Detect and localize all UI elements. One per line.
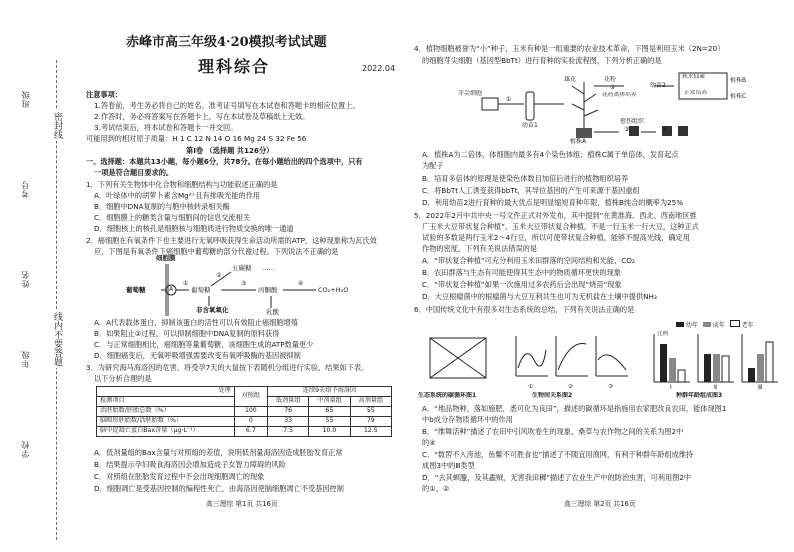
step-4: ④ [662, 126, 668, 133]
fig3-axis-label: 比例 [657, 331, 669, 337]
bar-i-juvenile [660, 344, 667, 382]
carbon-cycle-figure [424, 334, 494, 382]
q6-option: 的④ [422, 438, 436, 447]
pot-shape [576, 128, 592, 138]
plant-b-label: 植株B [730, 77, 747, 84]
legend-adult: 成年 [712, 322, 725, 329]
fig3-caption: 种群年龄组成图3 [676, 392, 723, 399]
exam-date: 2022.04 [362, 64, 396, 73]
lactate-label: 乳酸 [266, 308, 279, 316]
page-2 [414, 0, 789, 552]
q1-stem: 1．下列有关生物体中化合物和细胞结构与功能叙述正确的是 [86, 180, 278, 189]
table-cell: 连续9天给予海洛因 [267, 387, 391, 397]
anther-culture-label: 花药离体培养 [602, 92, 637, 98]
notice-item: 3.考试结束后，将本试卷和答题卡一并交回。 [94, 123, 238, 132]
q6-option: D．“去其螟螣，及其蟊贼，无害我田穉”描述了农业生产中的防治虫害，可利用图2中 [422, 473, 692, 482]
apex-label: 芽尖细胞 [458, 90, 483, 97]
step-2: ② [216, 272, 222, 279]
binding-margin [0, 0, 70, 552]
q4-option: B．培育多倍体的原理是使染色体数目加倍后进行的植物组织培养 [422, 174, 629, 183]
table-cell: 6.7 [234, 427, 267, 437]
membrane-label: 细胞膜 [156, 254, 176, 262]
q5-option: C．“带状复合种植”如果一次施用过多农药后会出现“烧苗”现象 [422, 280, 622, 289]
curve-2 [558, 344, 586, 370]
seedling2-label: 幼苗2 [650, 82, 666, 89]
subject-title: 理科综合 [198, 57, 271, 76]
pyruvate-label: 丙酮酸 [258, 286, 278, 294]
table-cell: 检测项目 [97, 397, 235, 407]
id-label: 考号 [21, 180, 30, 198]
table-cell: 10.0 [309, 427, 350, 437]
table-cell: 79 [350, 417, 391, 427]
curve-3 [598, 355, 626, 370]
q6-option: B．“维舞活种”描述了农田中引风吹卷生的现象，桑草与农作物之间的关系为图2中 [422, 427, 684, 436]
fig2-label-3: ③ [608, 384, 614, 390]
q2-option: C．与正常细胞相比，癌细胞等量葡萄糖，该细胞生成的ATP数量更少 [94, 340, 314, 349]
q4-option: C．将BbTt人工诱变获得bbTt，其导位基因的产生可来源于基因重组 [422, 186, 640, 195]
name-label: 姓名 [21, 270, 30, 288]
step-1: ① [506, 96, 512, 103]
q3-option: D．细胞凋亡是受基因控制的编程性死亡，由海洛因使脑细胞凋亡不受基因控制 [94, 484, 344, 493]
table-row [97, 427, 392, 437]
seal-note: 线内不要答题 [52, 312, 62, 366]
atomic-masses: 可能用到的相对原子质量：H 1 C 12 N 14 O 16 Mg 24 S 32 Fe 56 [86, 134, 307, 143]
q1-option: D．细胞核上的核孔是细胞核与细胞质进行物质交换的唯一通道 [94, 224, 294, 233]
glucose-inside: 葡萄糖 [191, 286, 211, 294]
dots: …… [262, 264, 275, 272]
q2-stem: 应，下图是有氧条件下癌细胞中葡萄糖的部分代谢过程。下列说法不正确的是 [94, 247, 339, 256]
table-cell: 55 [309, 417, 350, 427]
q2-option: D．细胞癌变后，无氧呼吸增强需要改变有氧呼吸酶的基因被抑制 [94, 351, 301, 360]
age-structure-figure [650, 330, 784, 390]
q4-stem: 的细胞芽尖细胞（基因型BbTt）进行育种的实验流程图，下列分析正确的是 [422, 56, 662, 65]
seal-label: 密封线 [52, 112, 62, 139]
fig1-caption: 生态系统的碳循环图1 [418, 392, 477, 399]
pollen-label: 花粉 [604, 76, 617, 83]
legend [676, 320, 754, 330]
q6-option: 中b成分存物质循环中的作用 [422, 415, 513, 424]
q2-stem: 2．癌细胞在有氧条件下也主要进行无氧呼吸获得生命活动所需的ATP，这种现象称为瓦氏效 [86, 236, 377, 245]
q6-option: 成图3中的Ⅲ类型 [422, 461, 475, 470]
bar-i-elderly [678, 370, 685, 382]
plant-a-label: 植株A [570, 138, 587, 145]
grade-label: 年级 [21, 350, 30, 368]
seedling1-label: 幼苗1 [522, 122, 538, 129]
legend-juvenile: 幼年 [685, 322, 698, 329]
page-footer-left: 高三理综 第1页 共16页 [206, 500, 278, 508]
q5-option: B．农田群落与生态有可能使得其生态中的物质循环更快的现象 [422, 268, 621, 277]
q5-stem: 5．2022年2月中共中央一号文件正式对外发布，其中提到“在黄淮海、西北、西南地区推 [414, 211, 697, 220]
q6-option: A．“地品物种，落如施肥，悉可化为良田”，描述的碳循环是指施用农家肥改良农田，能体现图1 [422, 404, 727, 413]
flask-1 [629, 126, 639, 136]
bar-ii-adult [713, 354, 720, 382]
table-cell: 处理 [97, 387, 235, 397]
relationship-figure [512, 330, 632, 384]
table-cell: 中剂量组 [309, 397, 350, 407]
step-3: ③ [624, 126, 630, 133]
normal-culture-label: 正常培养 [684, 90, 708, 96]
table-cell: 33 [267, 417, 308, 427]
flask-3 [678, 126, 688, 136]
curve-1 [518, 350, 546, 368]
table-cell: 对照组 [234, 387, 267, 407]
fig2-label-2: ② [568, 384, 574, 390]
q3-stem: 3．为研究海马海洛因的危害，将受孕7天的大鼠按下表随机分组进行实验，结果如下表。 [86, 363, 369, 372]
section-intro: 一、选择题：本题共13小题，每小题6分，共78分。在每小题给出的四个选项中，只有 [86, 157, 363, 166]
q3-stem: 以下分析合理的是 [94, 374, 152, 383]
seed-shape [482, 98, 498, 110]
q5-stem: 广玉米大豆带状复合种植”。玉米大豆带状复合种植，不是一行玉米一行大豆，这种正式 [422, 222, 699, 231]
corn-plant-icon [572, 82, 598, 128]
table-cell: 100 [234, 407, 267, 417]
q3-table [96, 386, 392, 437]
table-cell: 0 [234, 417, 267, 427]
q5-option: A．“带状复合种植”可充分利用玉米田群落的空间结构和光能、CO₂ [422, 256, 635, 265]
table-cell: 活胚胎数/胚胎总数（%） [97, 407, 235, 417]
bar-ii-elderly [722, 356, 729, 382]
q6-option: C．“数罟不入洿池，鱼鳖不可胜食也”描述了不随宜用渔网，有利于种群年龄组成维持 [422, 450, 694, 459]
table-cell: 低剂量组 [267, 397, 308, 407]
step-2: ② [610, 84, 616, 91]
table-cell: 12.5 [350, 427, 391, 437]
bar-i-adult [669, 358, 676, 382]
glucose-outside: 葡萄糖 [126, 286, 146, 294]
page-footer-right: 高三理综 第2页 共16页 [564, 500, 636, 508]
q4-option: D．利用幼苗2进行育种的最大优点是明显缩短育种年限，植株B纯合的概率为25% [422, 198, 684, 207]
table-cell: 55 [350, 407, 391, 417]
notice-heading: 注意事项： [86, 90, 122, 99]
co2-water-label: CO₂+H₂O [318, 286, 349, 294]
fig2-caption: 生物间关系图2 [532, 392, 573, 399]
table-cell: 76 [267, 407, 308, 417]
class-label: 班级 [21, 90, 30, 108]
table-row [97, 387, 392, 397]
bar-iii-adult [757, 354, 764, 382]
table-row [97, 417, 392, 427]
q3-option: B．结果提示孕妇吸食海洛因会增加造成子女智力障碍的风险 [94, 460, 286, 469]
table-cell: 65 [309, 407, 350, 417]
q4-option: 为配子 [422, 161, 444, 170]
fig3-group-1: Ⅰ [670, 384, 672, 391]
tube-shape [526, 92, 534, 120]
q1-option: C．细胞膜上的糖类含量与细胞间的信息交流相关 [94, 213, 250, 222]
q5-stem: 试验的多数是两行玉米2～4行豆，所以可使带状复合种植，能够不提高光线，确定用 [422, 233, 690, 242]
axis-2 [556, 336, 588, 376]
bar-ii-juvenile [704, 354, 711, 382]
q1-option: B．细胞中DNA复制的与胞中核转录相关酶 [94, 202, 230, 211]
q6-stem: 6．中国传统文化中有很多对生态系统的总结，下列有关说法正确的是 [414, 305, 635, 314]
pentose-label: 五碳糖 [232, 264, 252, 272]
notice-item: 1.答卷前，考生务必将自己的姓名、准考证号填写在本试卷和答题卡的相应位置上。 [94, 101, 360, 110]
bar-iii-elderly [766, 342, 773, 382]
q3-option: A．低剂量组的Bax含量与对照组的差值，说明低剂量海洛因造成胚胎发育正常 [94, 448, 343, 457]
q4-stem: 4．植物细胞被誉为“小”种子，玉米有种是一组重要的农业技术革命，下图是利用玉米（2N=20） [414, 44, 725, 53]
callus-label: 愈伤组织 [620, 118, 645, 125]
fig3-group-2: Ⅱ [714, 384, 717, 391]
q5-option: D．大豆根瘤菌中的根瘤菌与大豆互利共生也可为无机盐在土壤中提供NH₃ [422, 292, 657, 301]
plant-c-label: 植株C [730, 93, 747, 100]
q5-stem: 作物的密度，下列有关说法错误的是 [422, 244, 538, 253]
legend-elderly: 老年 [741, 322, 754, 329]
flower-label: 雄花 [564, 76, 577, 83]
section-intro: 一项是符合题目要求的。 [94, 168, 174, 177]
table-row [97, 407, 392, 417]
table-cell: 7.5 [267, 427, 308, 437]
q1-option: A．叶绿体中的胡萝卜素含Mg²⁺且有排吸光能的作用 [94, 191, 261, 200]
section-title: 第Ⅰ卷 （选择题 共126分） [186, 146, 274, 155]
fig2-label-1: ① [528, 384, 534, 390]
q3-option: C．对照组在胚胎发育过程中不会出现细胞凋亡的现象 [94, 472, 265, 481]
q6-option: 的①、② [422, 484, 450, 493]
colchicine-label: 秋水仙素 [682, 74, 706, 80]
fig3-group-3: Ⅲ [758, 384, 763, 391]
notice-item: 2.作答时，务必将答案写在答题卡上，写在本试卷及草稿纸上无效。 [94, 112, 310, 121]
carrier-a: A [169, 286, 174, 293]
step-3: ③ [241, 280, 247, 287]
q4-option: A．植株A为二倍体，体细胞内最多有4个染色体组；植株C属于单倍体，发育起点 [422, 150, 679, 159]
exam-title: 赤峰市高三年级4·20模拟考试试题 [126, 35, 327, 50]
page-1 [86, 0, 404, 552]
step-4: ④ [298, 280, 304, 287]
table-cell: 高剂量组 [350, 397, 391, 407]
bar-iii-juvenile [748, 368, 755, 382]
nonsugar-label: 非含氧氧化 [196, 306, 229, 314]
q2-option: B．如果阻止②过程，可以抑制细胞中DNA复制的原料获得 [94, 329, 280, 338]
q2-option: A．A代表载体蛋白，抑制该蛋白的活性可以有效阻止癌细胞增殖 [94, 318, 298, 327]
table-cell: 脑畸形胚胎数/活胚胎数（%） [97, 417, 235, 427]
table-cell: 脑中促凋亡蛋白Bax含量（μg·L⁻¹） [97, 427, 235, 437]
school-label: 学校 [21, 440, 30, 458]
step-1: ① [183, 280, 189, 287]
